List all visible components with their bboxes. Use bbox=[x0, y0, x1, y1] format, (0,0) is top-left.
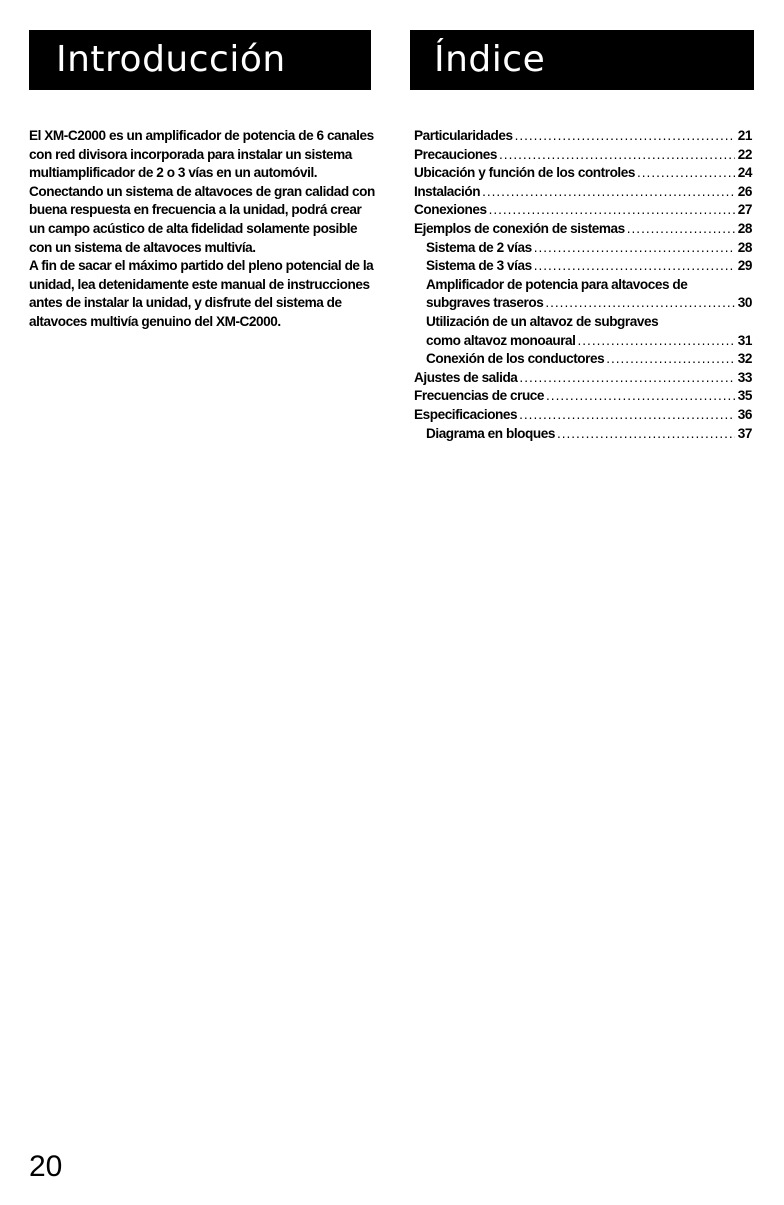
toc-entry-page: 31 bbox=[737, 332, 752, 348]
toc-entry-diagrama-bloques[interactable] bbox=[414, 425, 752, 444]
toc-entry-page: 35 bbox=[737, 388, 752, 404]
intro-body bbox=[29, 127, 379, 332]
toc-entry-label: como altavoz monoaural bbox=[426, 332, 576, 348]
toc-entry-label: Particularidades bbox=[414, 128, 513, 143]
section-title-indice: Índice bbox=[410, 30, 754, 90]
toc-entry-instalacion[interactable] bbox=[414, 183, 752, 202]
toc-entry-page: 28 bbox=[737, 220, 752, 236]
toc-leader-dots bbox=[489, 201, 735, 220]
toc-entry-page: 30 bbox=[737, 295, 752, 311]
toc-leader-dots bbox=[606, 350, 735, 369]
toc-entry-amplificador-subgraves-line1[interactable] bbox=[414, 276, 752, 295]
toc-entry-frecuencias-cruce[interactable] bbox=[414, 387, 752, 406]
toc-entry-page: 28 bbox=[737, 239, 752, 255]
toc-entry-label: Instalación bbox=[414, 183, 481, 199]
toc-entry-page: 21 bbox=[737, 128, 752, 143]
toc-leader-dots bbox=[557, 425, 735, 444]
toc-leader-dots bbox=[545, 294, 734, 313]
toc-leader-dots bbox=[499, 146, 735, 165]
table-of-contents bbox=[414, 127, 752, 443]
toc-entry-sistema-3-vias[interactable] bbox=[414, 257, 752, 276]
toc-entry-label: Ejemplos de conexión de sistemas bbox=[414, 220, 625, 236]
toc-entry-page: 27 bbox=[737, 202, 752, 218]
toc-entry-page: 29 bbox=[737, 258, 752, 274]
toc-entry-label: Conexión de los conductores bbox=[426, 351, 605, 367]
toc-entry-label: Diagrama en bloques bbox=[426, 425, 555, 441]
toc-entry-page: 37 bbox=[737, 425, 752, 441]
toc-leader-dots bbox=[534, 239, 735, 258]
section-title-introduccion: Introducción bbox=[29, 30, 371, 90]
toc-entry-label: Conexiones bbox=[414, 202, 487, 218]
toc-entry-particularidades[interactable] bbox=[414, 127, 752, 146]
toc-leader-dots bbox=[515, 127, 735, 146]
toc-entry-label: subgraves traseros bbox=[426, 295, 544, 311]
toc-entry-ejemplos-conexion[interactable] bbox=[414, 220, 752, 239]
toc-entry-page: 32 bbox=[737, 351, 752, 367]
page-number: 20 bbox=[29, 1150, 63, 1183]
toc-entry-label: Ubicación y función de los controles bbox=[414, 165, 635, 181]
toc-leader-dots bbox=[637, 164, 735, 183]
toc-entry-label: Frecuencias de cruce bbox=[414, 388, 545, 404]
toc-entry-ajustes-salida[interactable] bbox=[414, 369, 752, 388]
toc-leader-dots bbox=[519, 369, 734, 388]
toc-entry-conexiones[interactable] bbox=[414, 201, 752, 220]
toc-entry-label: Amplificador de potencia para altavoces de bbox=[426, 276, 688, 292]
toc-leader-dots bbox=[534, 257, 735, 276]
toc-leader-dots bbox=[482, 183, 735, 202]
toc-entry-utilizacion-subgraves-line2[interactable] bbox=[414, 332, 752, 351]
toc-entry-label: Ajustes de salida bbox=[414, 369, 518, 385]
toc-entry-label: Especificaciones bbox=[414, 406, 518, 422]
intro-paragraph-2: A fin de sacar el máximo partido del pleno potencial de la unidad, lea detenidamente este manual de instrucciones antes de instalar la unidad, y disfrute del sistema de altavoces multivía genuino del XM-C2000. bbox=[29, 258, 374, 329]
toc-entry-page: 33 bbox=[737, 369, 752, 385]
toc-entry-page: 22 bbox=[737, 146, 752, 162]
toc-entry-ubicacion-controles[interactable] bbox=[414, 164, 752, 183]
toc-entry-conexion-conductores[interactable] bbox=[414, 350, 752, 369]
toc-entry-amplificador-subgraves-line2[interactable] bbox=[414, 294, 752, 313]
intro-paragraph-1: El XM-C2000 es un amplificador de potencia de 6 canales con red divisora incorporada para instalar un sistema multiamplificador de 2 o 3 vías en un automóvil. Conectando un sistema de altavoces de gran calidad con buena respuesta en frecuencia a la unidad, podrá crear un campo acústico de alta fidelidad solamente posible con un sistema de altavoces multivía. bbox=[29, 128, 375, 255]
toc-entry-label: Utilización de un altavoz de subgraves bbox=[426, 313, 659, 329]
toc-entry-utilizacion-subgraves-line1[interactable] bbox=[414, 313, 752, 332]
toc-entry-page: 36 bbox=[737, 406, 752, 422]
toc-entry-precauciones[interactable] bbox=[414, 146, 752, 165]
toc-entry-label: Precauciones bbox=[414, 146, 498, 162]
toc-leader-dots bbox=[627, 220, 735, 239]
toc-entry-especificaciones[interactable] bbox=[414, 406, 752, 425]
toc-entry-label: Sistema de 3 vías bbox=[426, 258, 532, 274]
toc-entry-label: Sistema de 2 vías bbox=[426, 239, 532, 255]
toc-leader-dots bbox=[546, 387, 735, 406]
toc-entry-page: 26 bbox=[737, 183, 752, 199]
toc-leader-dots bbox=[519, 406, 735, 425]
toc-leader-dots bbox=[577, 332, 734, 351]
toc-entry-sistema-2-vias[interactable] bbox=[414, 239, 752, 258]
toc-entry-page: 24 bbox=[737, 165, 752, 181]
